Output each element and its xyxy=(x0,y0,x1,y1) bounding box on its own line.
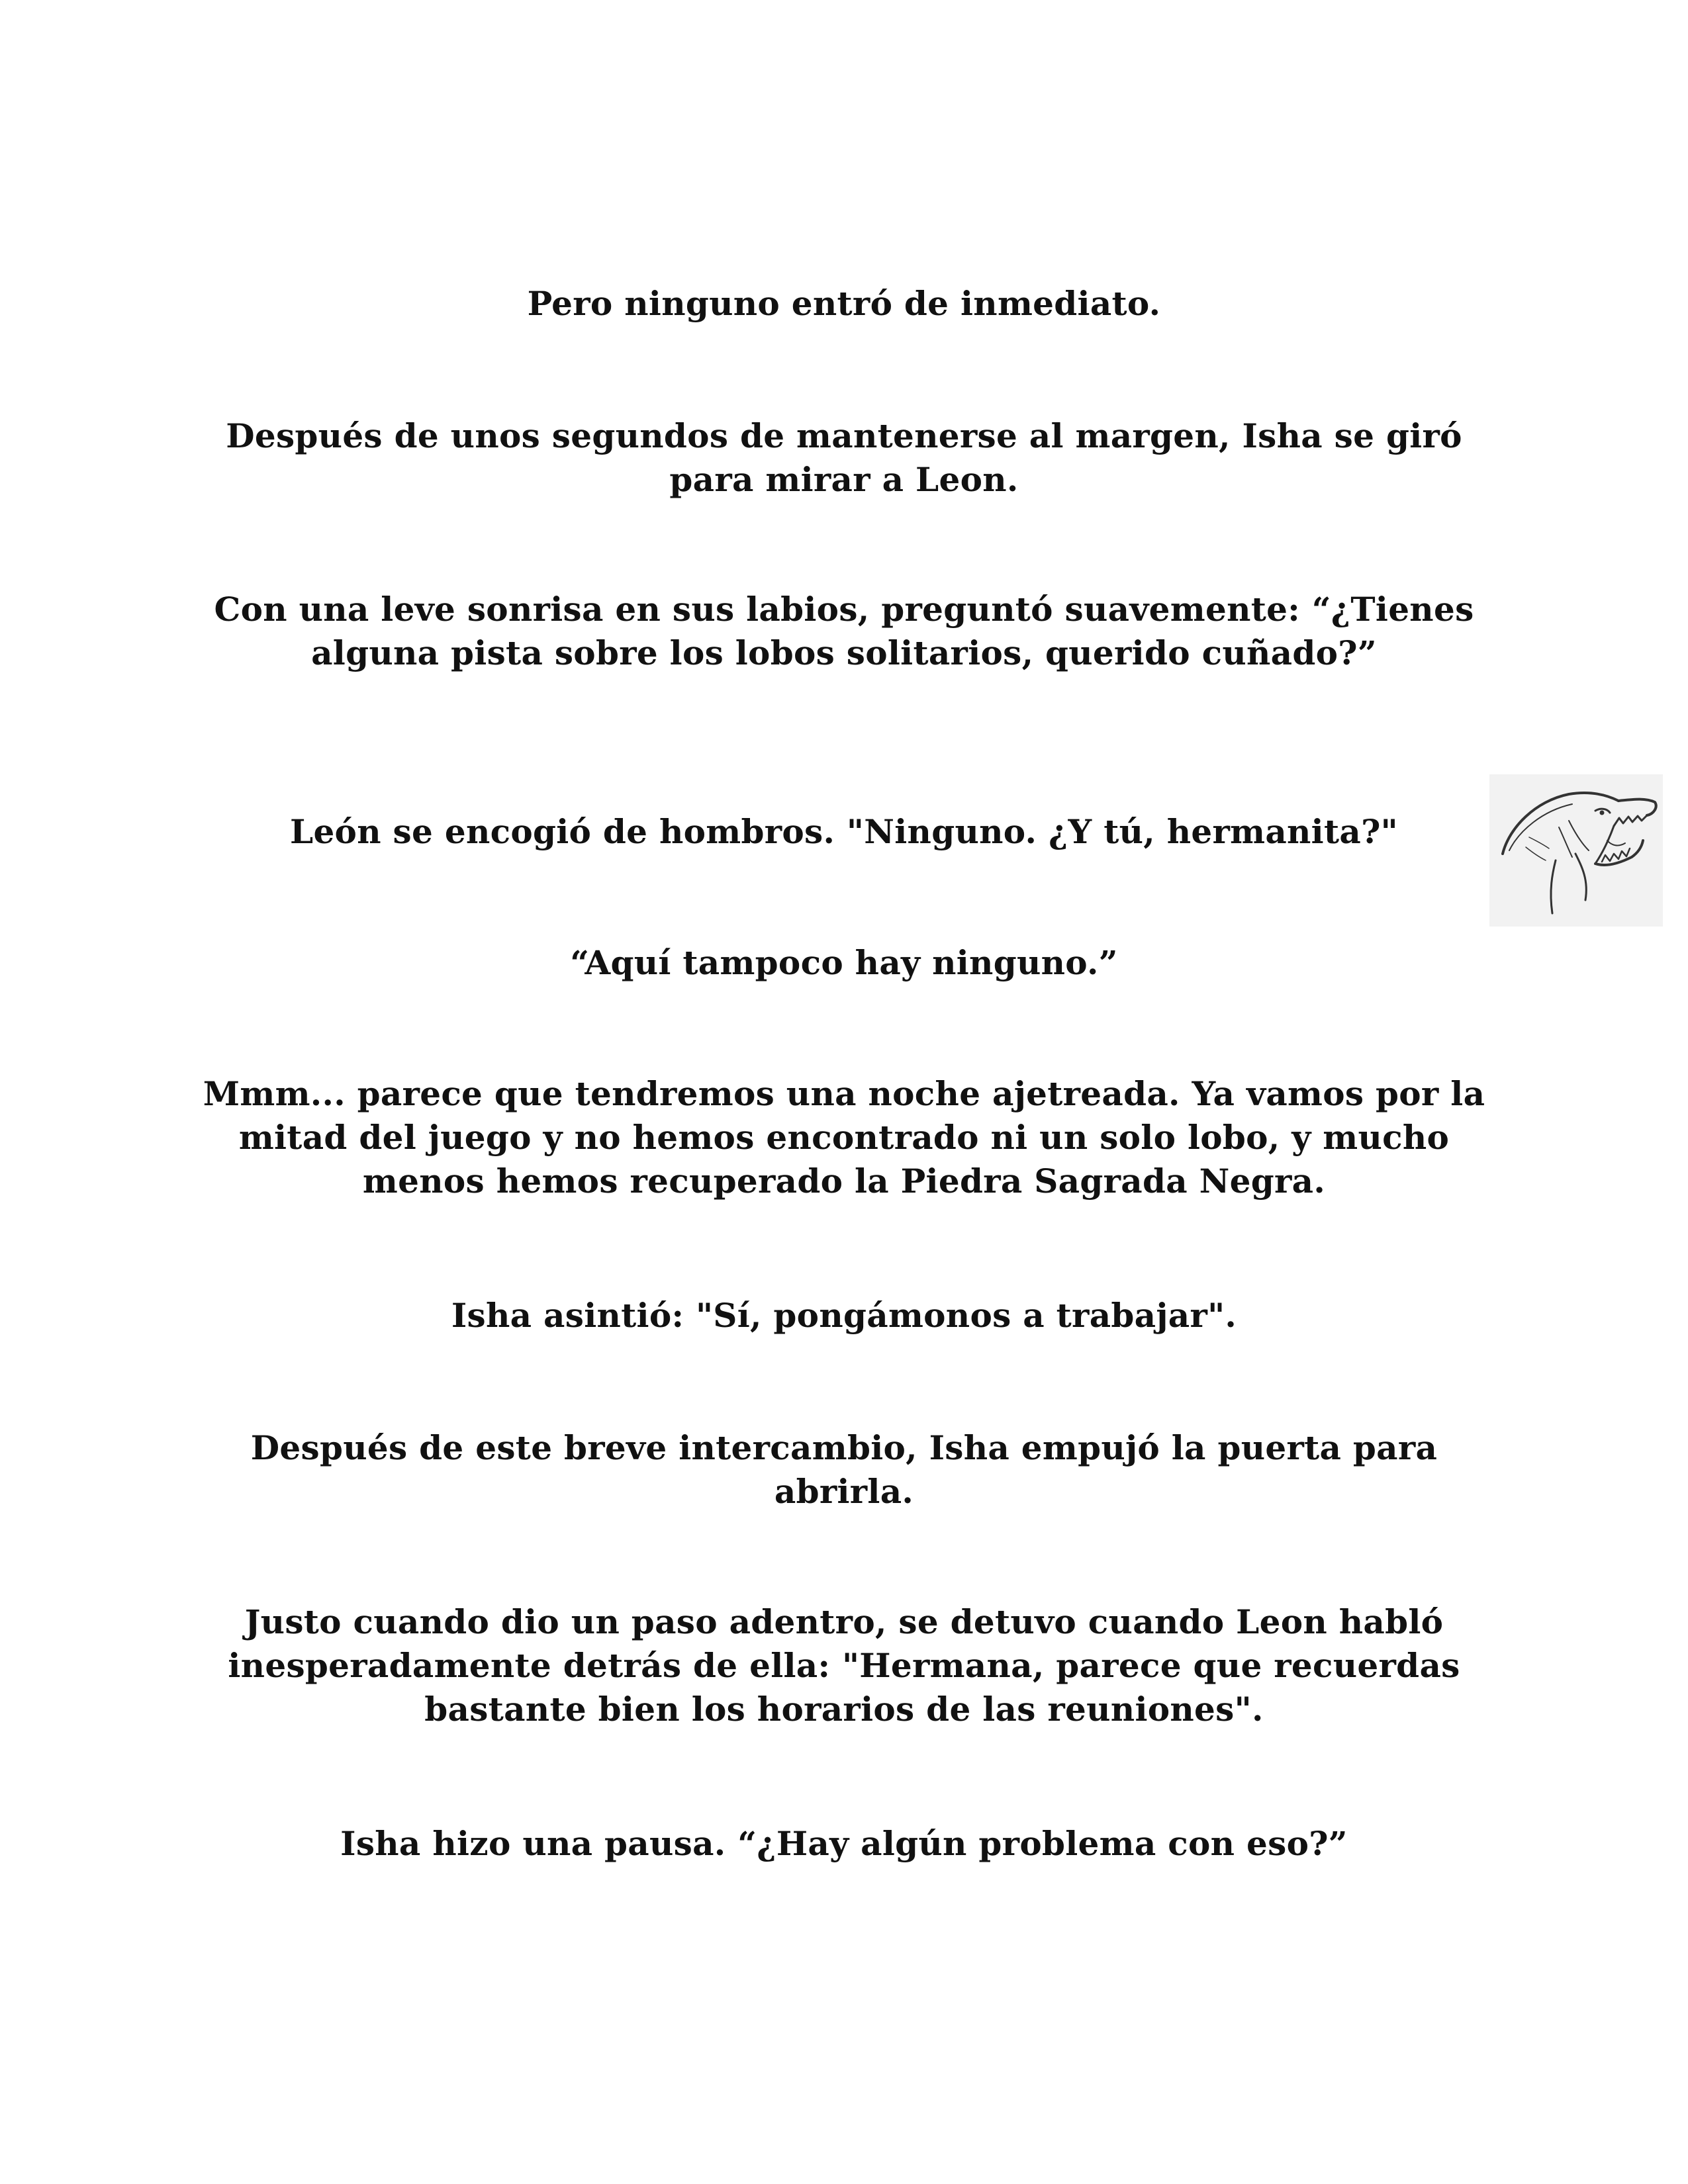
paragraph-5: “Aquí tampoco hay ninguno.” xyxy=(570,943,1118,982)
paragraph-9: Justo cuando dio un paso adentro, se detuvo cuando Leon habló inesperadamente detrás de ella: "Hermana, parece que recuerdas bastante bien los horarios de las reuniones". xyxy=(228,1602,1460,1729)
paragraph-2: Después de unos segundos de mantenerse al margen, Isha se giró para mirar a Leon. xyxy=(226,416,1462,499)
paragraph-10: Isha hizo una pausa. “¿Hay algún problema con eso?” xyxy=(340,1824,1348,1863)
paragraph-4: León se encogió de hombros. "Ninguno. ¿Y tú, hermanita?" xyxy=(289,812,1399,851)
paragraph-7: Isha asintió: "Sí, pongámonos a trabajar". xyxy=(451,1296,1237,1335)
dinosaur-sketch-icon xyxy=(1489,774,1663,927)
paragraph-8: Después de este breve intercambio, Isha empujó la puerta para abrirla. xyxy=(250,1428,1438,1511)
paragraph-3: Con una leve sonrisa en sus labios, preguntó suavemente: “¿Tienes alguna pista sobre los lobos solitarios, querido cuñado?” xyxy=(214,590,1474,672)
paragraph-1: Pero ninguno entró de inmediato. xyxy=(527,284,1161,323)
paragraph-6: Mmm... parece que tendremos una noche ajetreada. Ya vamos por la mitad del juego y no hemos encontrado ni un solo lobo, y mucho menos hemos recuperado la Piedra Sagrada Negra. xyxy=(203,1074,1485,1201)
